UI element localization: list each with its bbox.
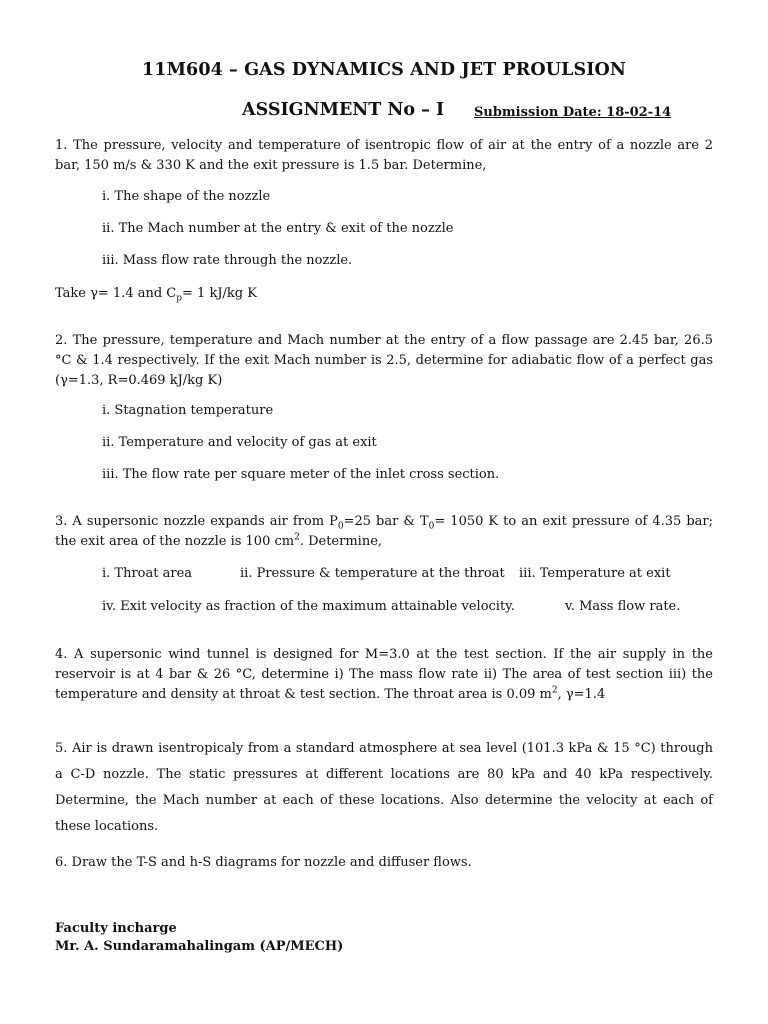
q3-part-2: =25 bar & T <box>343 514 429 529</box>
q3-part-3: = 1050 K to an exit pressure of 4.35 bar; the exit area of the nozzle is 100 cm <box>55 514 714 549</box>
question-2-text: 2. The pressure, temperature and Mach number at the entry of a flow passage are 2.45 bar, 26.5 °C & 1.4 respectively. If the exit Mach number is 2.5, determine for adiabatic flow of a perfect gas (γ=1.3, R=0.469 kJ/kg K) <box>55 333 713 388</box>
q3-cm2-superscript: 2 <box>294 532 300 543</box>
question-1-item-2: ii. The Mach number at the entry & exit of the nozzle <box>102 221 454 236</box>
given-suffix: = 1 kJ/kg K <box>182 286 257 301</box>
given-cp-subscript: p <box>176 293 183 304</box>
question-5-text: 5. Air is drawn isentropicaly from a standard atmosphere at sea level (101.3 kPa & 15 °C) through a C-D nozzle. The static pressures at different locations are 80 kPa and 40 kPa respectively. Determine, the Mach number at each of these locations. Also determine the velocity at each of these locations. <box>55 741 713 834</box>
question-3-item-1: i. Throat area <box>102 566 193 581</box>
question-3-text <box>55 512 713 552</box>
question-1-text: 1. The pressure, velocity and temperature of isentropic flow of air at the entry of a nozzle are 2 bar, 150 m/s & 330 K and the exit pressure is 1.5 bar. Determine, <box>55 138 713 173</box>
q3-part-4: . Determine, <box>299 534 383 549</box>
given-prefix: Take γ= 1.4 and C <box>55 286 177 301</box>
q3-p0-subscript: 0 <box>337 521 344 532</box>
question-1-item-3: iii. Mass flow rate through the nozzle. <box>102 253 353 268</box>
q4-m2-superscript: 2 <box>551 685 558 696</box>
question-2-item-3: iii. The flow rate per square meter of the inlet cross section. <box>102 467 500 482</box>
question-3-item-4: iv. Exit velocity as fraction of the maximum attainable velocity. <box>102 599 515 614</box>
question-2-item-1: i. Stagnation temperature <box>102 403 274 418</box>
submission-date: Submission Date: 18-02-14 <box>474 105 672 120</box>
question-6-text: 6. Draw the T-S and h-S diagrams for nozzle and diffuser flows. <box>55 855 472 870</box>
question-3-item-5: v. Mass flow rate. <box>565 599 681 614</box>
question-3-item-3: iii. Temperature at exit <box>519 566 671 581</box>
assignment-label: ASSIGNMENT No – I <box>242 100 445 120</box>
q3-part-1: 3. A supersonic nozzle expands air from P <box>55 514 338 529</box>
q4-suffix: , γ=1.4 <box>557 687 606 702</box>
q3-t0-subscript: 0 <box>428 521 435 532</box>
q4-body: 4. A supersonic wind tunnel is designed for M=3.0 at the test section. If the air supply in the reservoir is at 4 bar & 26 °C, determine i) The mass flow rate ii) The area of test section iii) the temperature and density at throat & test section. The throat area is 0.09 m <box>55 647 713 702</box>
course-title: 11M604 – GAS DYNAMICS AND JET PROULSION <box>142 60 626 80</box>
question-1-given-values <box>55 286 257 304</box>
faculty-role: Faculty incharge <box>55 921 177 936</box>
question-2-item-2: ii. Temperature and velocity of gas at exit <box>102 435 377 450</box>
question-1-item-1: i. The shape of the nozzle <box>102 189 271 204</box>
question-3-item-2: ii. Pressure & temperature at the throat <box>240 566 505 581</box>
faculty-name: Mr. A. Sundaramahalingam (AP/MECH) <box>55 939 344 954</box>
question-4-text <box>55 645 713 705</box>
